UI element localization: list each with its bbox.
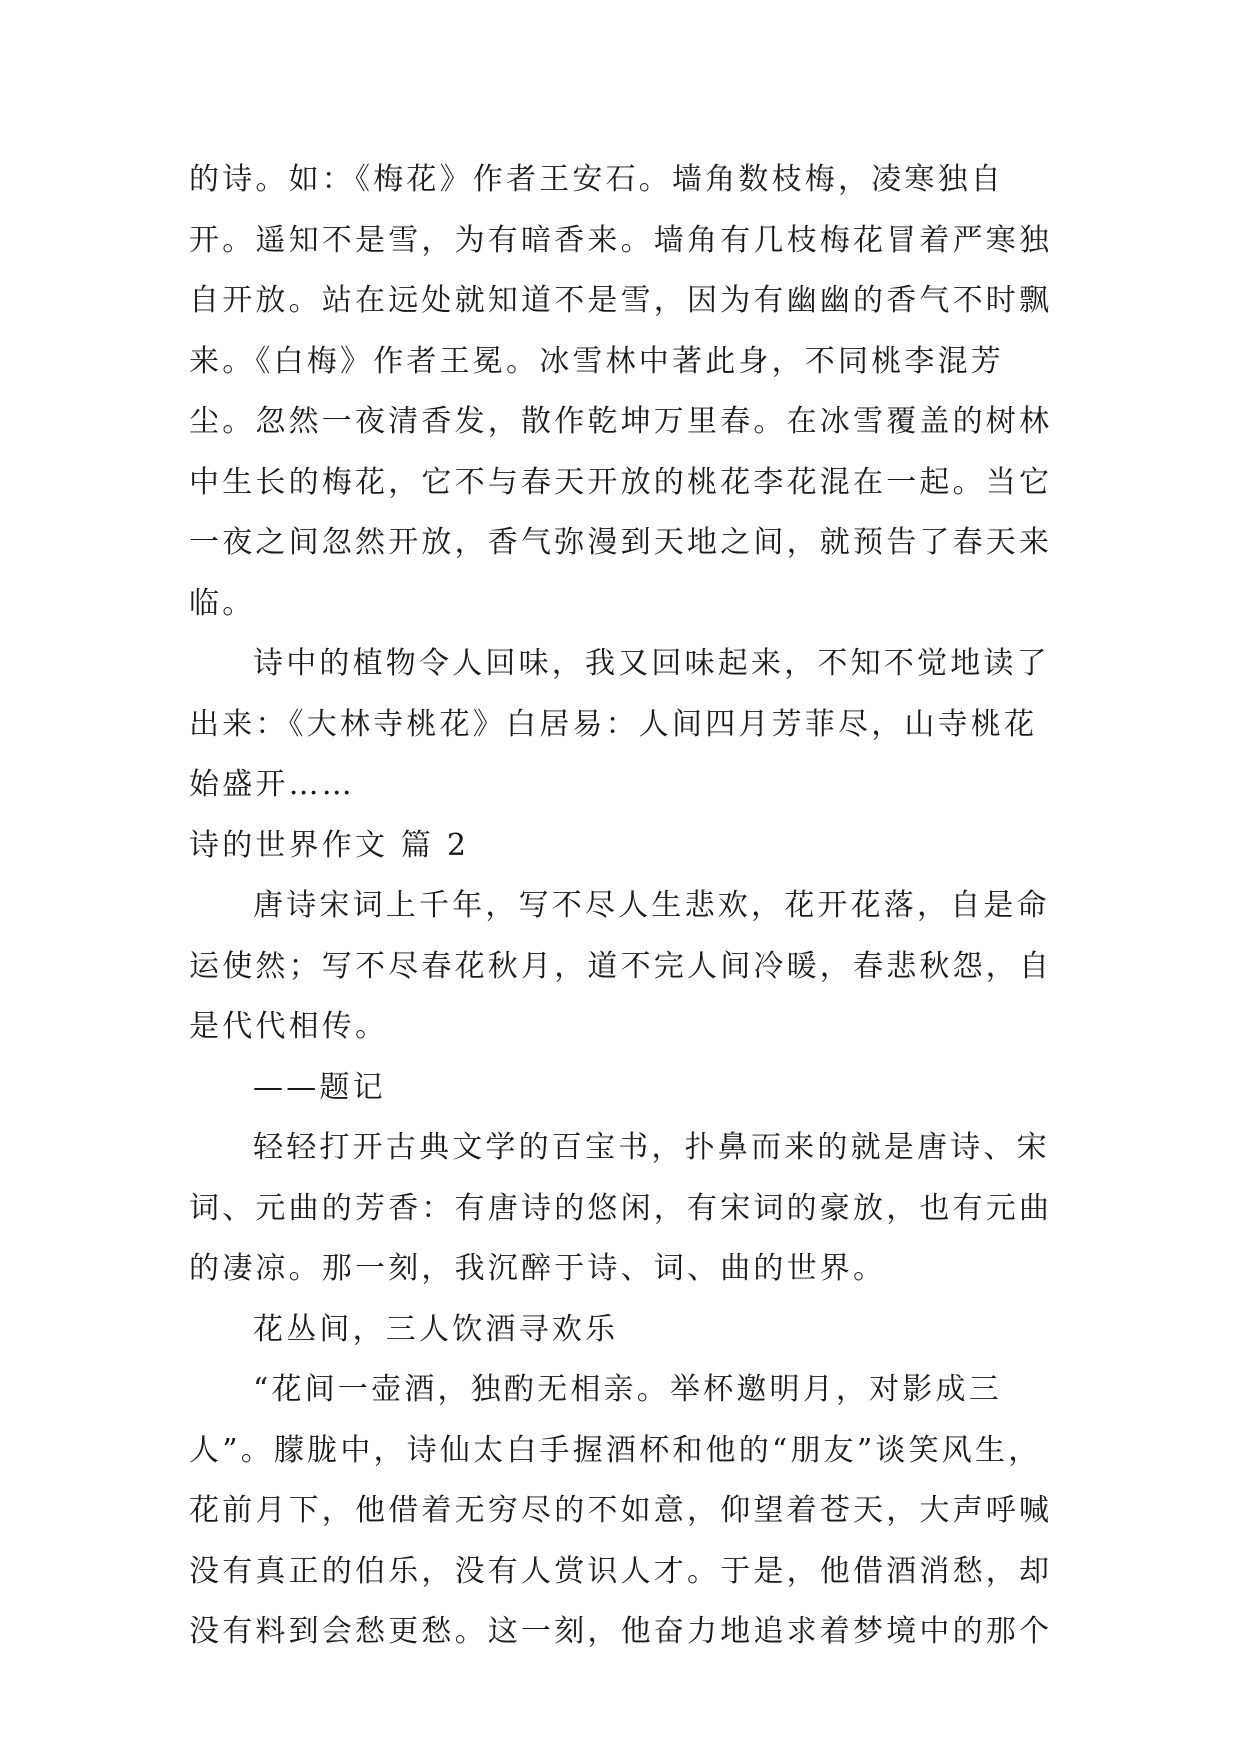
paragraph-li-bai: “花间一壶酒，独酌无相亲。举杯邀明月，对影成三人”。朦胧中，诗仙太白手握酒杯和他的“朋友”谈笑风生，花前月下，他借着无穷尽的不如意，仰望着苍天，大声呼喊没有真正的伯乐，没有人赏识人才。于是，他借酒消愁，却没有料到会愁更愁。这一刻，他奋力地追求着梦境中的那个: [189, 1372, 1053, 1649]
subheading-flowers: 花丛间，三人饮酒寻欢乐: [253, 1311, 619, 1347]
paragraph-opening: 轻轻打开古典文学的百宝书，扑鼻而来的就是唐诗、宋词、元曲的芳香：有唐诗的悠闲，有宋词的豪放，也有元曲的凄凉。那一刻，我沉醉于诗、词、曲的世界。: [189, 1130, 1053, 1286]
document-page: [189, 150, 1069, 1663]
paragraph-peach-blossom: 诗中的植物令人回味，我又回味起来，不知不觉地读了出来：《大林寺桃花》白居易：人间四月芳菲尽，山寺桃花始盛开……: [189, 646, 1050, 802]
paragraph-epigraph: ——题记: [253, 1069, 386, 1105]
section-heading: 诗的世界作文 篇 2: [189, 827, 470, 863]
paragraph-intro: 唐诗宋词上千年，写不尽人生悲欢，花开花落，自是命运使然；写不尽春花秋月，道不完人间冷暖，春悲秋怨，自是代代相传。: [189, 888, 1053, 1044]
paragraph-plum-poems: 的诗。如：《梅花》作者王安石。墙角数枝梅，凌寒独自开。遥知不是雪，为有暗香来。墙角有几枝梅花冒着严寒独自开放。站在远处就知道不是雪，因为有幽幽的香气不时飘来。《白梅》作者王冕。冰雪林中著此身，不同桃李混芳尘。忽然一夜清香发，散作乾坤万里春。在冰雪覆盖的树林中生长的梅花，它不与春天开放的桃花李花混在一起。当它一夜之间忽然开放，香气弥漫到天地之间，就预告了春天来临。: [189, 162, 1053, 621]
